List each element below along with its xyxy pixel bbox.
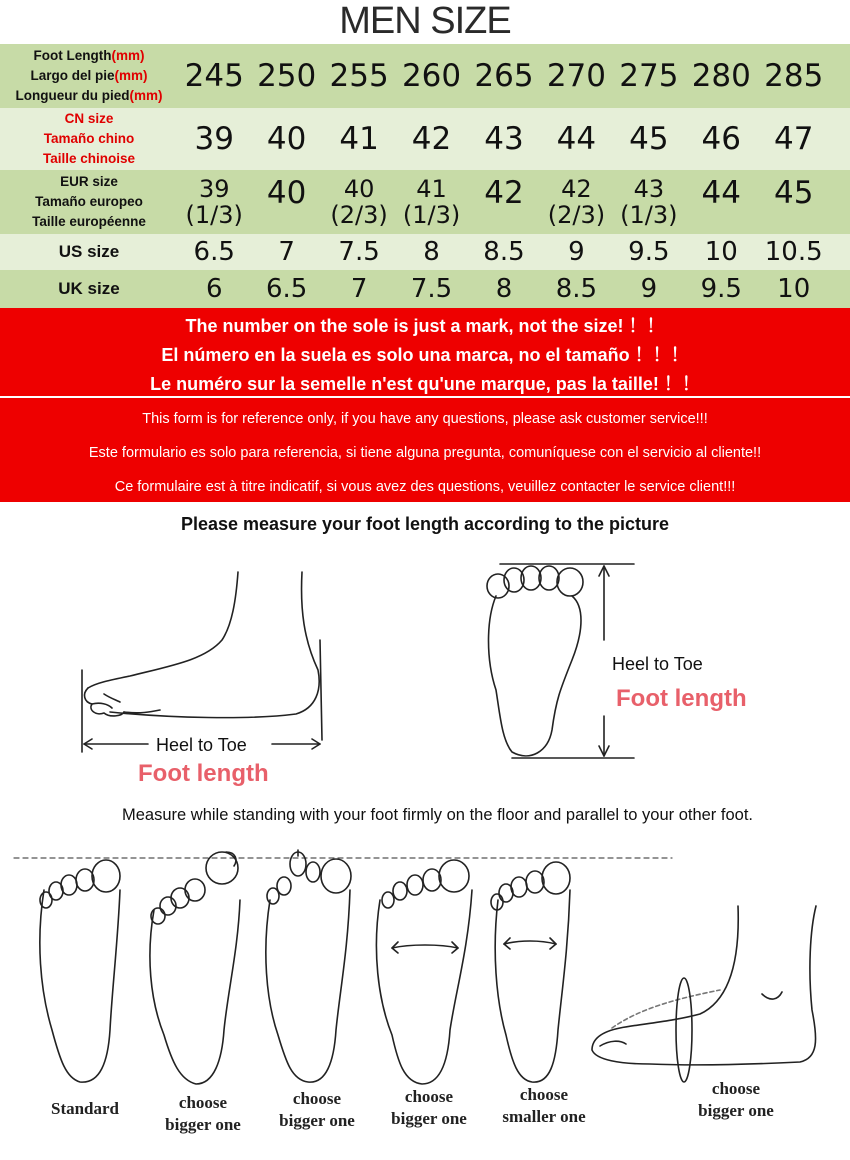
foot-bigger-one-icon — [150, 852, 240, 1084]
caption-standard: Standard — [50, 1099, 120, 1118]
foot-length-cell: 270 — [546, 58, 606, 94]
label-cn-size: CN size Tamaño chino Taille chinoise — [42, 111, 136, 166]
foot-high-instep-icon — [592, 906, 816, 1082]
sole-warning-banner: The number on the sole is just a mark, not the size! ！！ El número en la suela es solo una marca, no el tamaño ！！！ Le numéro sur la semelle n'est qu'une marque, pas la taille! ！！ — [0, 308, 850, 396]
uk-size-cell: 6.5 — [265, 274, 308, 304]
label-foot-length: Foot Length(mm) Largo del pie(mm) Longueur du pied(mm) — [15, 48, 163, 103]
us-size-cell: 6.5 — [193, 237, 235, 267]
top-foot-length-label: Foot length — [616, 685, 747, 712]
uk-size-cell: 7.5 — [410, 274, 453, 304]
eur-size-cell-part: (2/3) — [547, 201, 606, 229]
foot-standard-icon — [40, 860, 120, 1082]
eur-size-cell-part: 45 — [773, 175, 814, 211]
us-size-cell: 7.5 — [338, 237, 380, 267]
uk-size-cell: 6 — [205, 274, 223, 304]
foot-length-cell: 255 — [329, 58, 389, 94]
reference-warning-banner: This form is for reference only, if you have any questions, please ask customer service!!! Este formulario es solo para referencia, si tiene alguna pregunta, comuníquese con el servicio al cliente!! Ce formulaire est à titre indicatif, si vous avez des questions, veuillez contacter le service client!!! — [0, 398, 850, 502]
eur-size-cell-part: (1/3) — [185, 201, 243, 229]
foot-length-cell: 260 — [401, 58, 462, 94]
eur-size-cell-part: 43 — [633, 175, 665, 203]
label-uk-size: UK size — [58, 279, 120, 298]
measure-note: Measure while standing with your foot firmly on the floor and parallel to your other foot. — [122, 806, 753, 824]
eur-size-cell-part: (1/3) — [402, 201, 461, 229]
uk-size-cell: 7 — [350, 274, 368, 304]
eur-size-cell-part: 40 — [343, 175, 375, 203]
uk-size-cell: 9.5 — [700, 274, 742, 304]
cn-size-cell: 46 — [701, 121, 741, 157]
foot-length-cell: 285 — [764, 58, 824, 94]
cn-size-cell: 44 — [556, 121, 597, 157]
uk-size-cell: 8.5 — [555, 274, 598, 304]
cn-size-cell: 40 — [266, 121, 307, 157]
foot-length-cell: 245 — [184, 58, 244, 94]
side-foot-icon — [82, 572, 322, 752]
eur-size-cell-part: 44 — [701, 175, 741, 211]
us-size-cell: 9 — [568, 237, 585, 267]
cn-size-cell: 39 — [194, 121, 234, 157]
us-size-cell: 10.5 — [764, 237, 823, 267]
cn-size-cell: 42 — [411, 121, 452, 157]
cn-size-cell: 43 — [484, 121, 524, 157]
caption-bigger-one: choose bigger one — [391, 1087, 467, 1128]
label-eur-size: EUR size Tamaño europeo Taille européenne — [32, 174, 146, 229]
caption-bigger-one: choose bigger one — [279, 1089, 355, 1130]
side-foot-length-label: Foot length — [138, 760, 269, 787]
cn-size-cell: 41 — [339, 121, 379, 157]
us-size-cell: 9.5 — [628, 237, 670, 267]
us-size-cell: 7 — [278, 237, 295, 267]
us-size-cell: 10 — [704, 237, 738, 267]
side-heel-to-toe-label: Heel to Toe — [156, 735, 247, 755]
caption-bigger-one: choose bigger one — [165, 1093, 241, 1134]
caption-bigger-one: choose bigger one — [698, 1079, 774, 1120]
page-title: MEN SIZE — [339, 0, 511, 42]
eur-size-cell-part: 41 — [416, 175, 447, 203]
us-size-cell: 8.5 — [483, 237, 525, 267]
foot-length-cell: 265 — [474, 58, 534, 94]
eur-size-cell-part: 42 — [561, 175, 592, 203]
eur-size-cell-part: 40 — [266, 175, 307, 211]
label-us-size: US size — [58, 242, 120, 261]
foot-bigger-one-icon — [266, 850, 351, 1082]
eur-size-cell-part: 42 — [484, 175, 524, 211]
uk-size-cell: 10 — [777, 274, 811, 304]
cn-size-cell: 45 — [629, 121, 669, 157]
caption-smaller-one: choose smaller one — [502, 1085, 586, 1126]
foot-bigger-one-icon — [376, 860, 472, 1084]
uk-size-cell: 8 — [495, 274, 513, 304]
eur-size-cell-part: (1/3) — [620, 201, 678, 229]
uk-size-cell: 9 — [640, 274, 658, 304]
foot-length-cell: 250 — [257, 58, 317, 94]
us-size-cell: 8 — [423, 237, 440, 267]
foot-length-cell: 275 — [619, 58, 679, 94]
top-heel-to-toe-label: Heel to Toe — [612, 654, 703, 674]
measure-heading: Please measure your foot length according to the picture — [180, 514, 670, 534]
foot-smaller-one-icon — [491, 862, 570, 1082]
cn-size-cell: 47 — [773, 121, 814, 157]
eur-size-cell-part: (2/3) — [330, 201, 388, 229]
foot-length-cell: 280 — [691, 58, 751, 94]
eur-size-cell-part: 39 — [198, 175, 230, 203]
